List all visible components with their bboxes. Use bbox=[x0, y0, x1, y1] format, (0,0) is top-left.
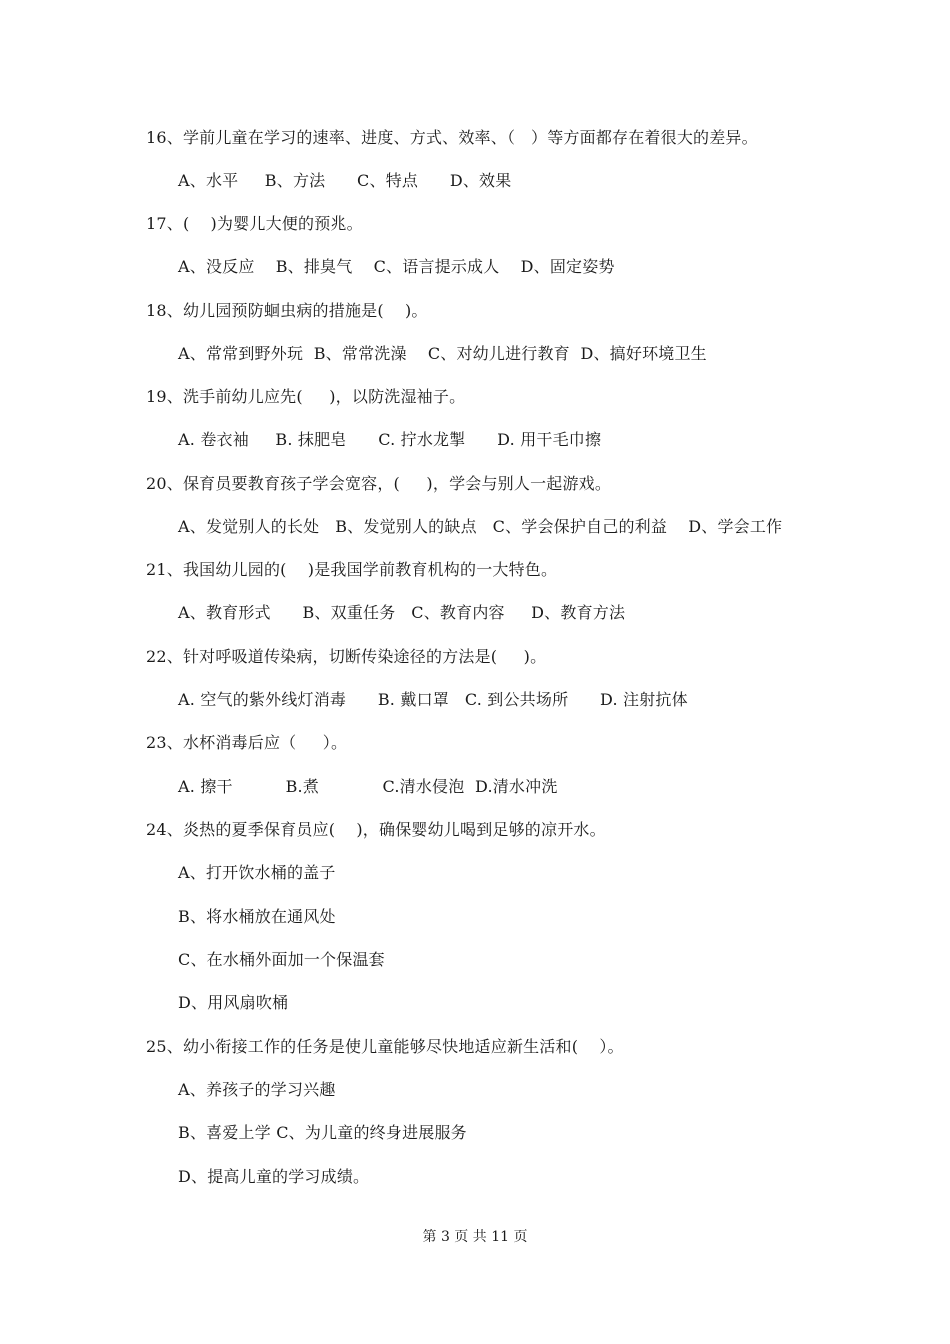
question-18-stem: 18、幼儿园预防蛔虫病的措施是( )。 bbox=[146, 301, 428, 320]
question-25-option-a: A、养孩子的学习兴趣 bbox=[178, 1080, 336, 1099]
question-24-option-c: C、在水桶外面加一个保温套 bbox=[178, 950, 385, 969]
question-23-options: A. 擦干 B.煮 C.清水侵泡 D.清水冲洗 bbox=[178, 777, 558, 796]
question-18-options: A、常常到野外玩 B、常常洗澡 C、对幼儿进行教育 D、搞好环境卫生 bbox=[178, 344, 707, 363]
question-20-options: A、发觉别人的长处 B、发觉别人的缺点 C、学会保护自己的利益 D、学会工作 bbox=[178, 517, 783, 536]
question-17-options: A、没反应 B、排臭气 C、语言提示成人 D、固定姿势 bbox=[178, 257, 615, 276]
question-23-stem: 23、水杯消毒后应（ ）。 bbox=[146, 733, 348, 752]
question-25-option-bc: B、喜爱上学 C、为儿童的终身进展服务 bbox=[178, 1123, 467, 1142]
question-25-option-d: D、提高儿童的学习成绩。 bbox=[178, 1167, 370, 1186]
question-24-option-d: D、用风扇吹桶 bbox=[178, 993, 289, 1012]
question-16-stem: 16、学前儿童在学习的速率、进度、方式、效率、（ ）等方面都存在着很大的差异。 bbox=[146, 128, 758, 147]
question-17-stem: 17、( )为婴儿大便的预兆。 bbox=[146, 214, 363, 233]
question-21-options: A、教育形式 B、双重任务 C、教育内容 D、教育方法 bbox=[178, 603, 626, 622]
question-24-option-a: A、打开饮水桶的盖子 bbox=[178, 863, 336, 882]
question-19-options: A. 卷衣袖 B. 抹肥皂 C. 拧水龙掣 D. 用干毛巾擦 bbox=[178, 430, 602, 449]
question-22-stem: 22、针对呼吸道传染病，切断传染途径的方法是( )。 bbox=[146, 647, 547, 666]
question-19-stem: 19、洗手前幼儿应先( )，以防洗湿袖子。 bbox=[146, 387, 466, 406]
question-21-stem: 21、我国幼儿园的( )是我国学前教育机构的一大特色。 bbox=[146, 560, 558, 579]
question-22-options: A. 空气的紫外线灯消毒 B. 戴口罩 C. 到公共场所 D. 注射抗体 bbox=[178, 690, 688, 709]
question-20-stem: 20、保育员要教育孩子学会宽容，( )，学会与别人一起游戏。 bbox=[146, 474, 612, 493]
question-25-stem: 25、幼小衔接工作的任务是使儿童能够尽快地适应新生活和( ）。 bbox=[146, 1037, 624, 1056]
question-24-stem: 24、炎热的夏季保育员应( )，确保婴幼儿喝到足够的凉开水。 bbox=[146, 820, 606, 839]
page-footer: 第 3 页 共 11 页 bbox=[422, 1229, 528, 1245]
question-16-options: A、水平 B、方法 C、特点 D、效果 bbox=[178, 171, 512, 190]
question-24-option-b: B、将水桶放在通风处 bbox=[178, 907, 336, 926]
